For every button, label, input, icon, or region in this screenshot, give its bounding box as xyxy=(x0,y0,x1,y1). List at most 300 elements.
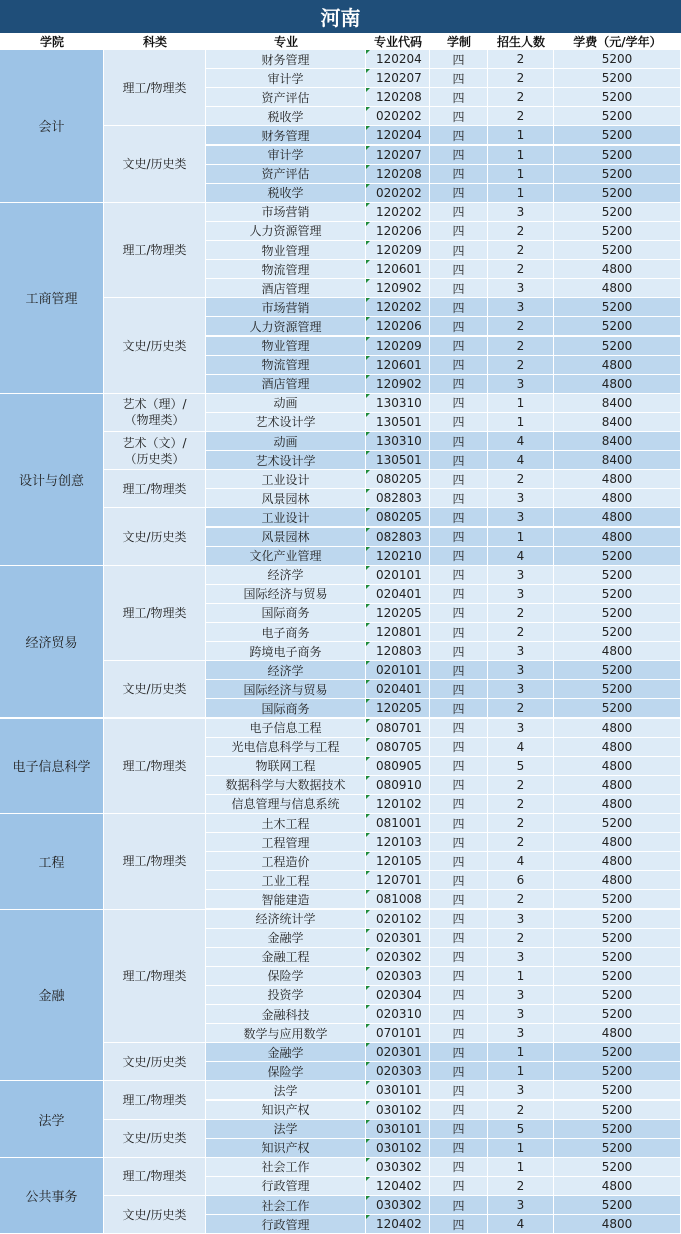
header-major: 专业 xyxy=(206,33,366,50)
major-cell: 工程造价 xyxy=(206,852,366,871)
major-code-cell: 120103 xyxy=(366,833,430,852)
major-cell: 物业管理 xyxy=(206,241,366,260)
major-code-cell: 020401 xyxy=(366,585,430,604)
major-cell: 投资学 xyxy=(206,986,366,1005)
quota-cell: 1 xyxy=(488,165,554,184)
text-number-flag-icon xyxy=(366,317,370,321)
text-number-flag-icon xyxy=(366,795,370,799)
major-code-cell: 070101 xyxy=(366,1024,430,1043)
quota-cell: 2 xyxy=(488,88,554,107)
major-code-cell: 120202 xyxy=(366,203,430,222)
quota-cell: 3 xyxy=(488,910,554,929)
college-cell: 设计与创意 xyxy=(0,394,104,566)
tuition-cell: 4800 xyxy=(554,489,681,508)
tuition-cell: 5200 xyxy=(554,890,681,909)
text-number-flag-icon xyxy=(366,738,370,742)
category-cell: 理工/物理类 xyxy=(104,910,206,1044)
major-cell: 工业设计 xyxy=(206,508,366,527)
major-code-cell: 020401 xyxy=(366,680,430,699)
tuition-cell: 5200 xyxy=(554,1043,681,1062)
quota-cell: 2 xyxy=(488,69,554,88)
major-cell: 工业设计 xyxy=(206,470,366,489)
text-number-flag-icon xyxy=(366,604,370,608)
quota-cell: 3 xyxy=(488,1081,554,1100)
text-number-flag-icon xyxy=(366,107,370,111)
duration-cell: 四 xyxy=(430,795,488,814)
duration-cell: 四 xyxy=(430,165,488,184)
duration-cell: 四 xyxy=(430,413,488,432)
text-number-flag-icon xyxy=(366,967,370,971)
category-cell: 文史/历史类 xyxy=(104,661,206,718)
text-number-flag-icon xyxy=(366,566,370,570)
text-number-flag-icon xyxy=(366,547,370,551)
tuition-cell: 5200 xyxy=(554,69,681,88)
major-code-cell: 030101 xyxy=(366,1081,430,1100)
major-cell: 物联网工程 xyxy=(206,757,366,776)
tuition-cell: 4800 xyxy=(554,260,681,279)
text-number-flag-icon xyxy=(366,948,370,952)
quota-cell: 3 xyxy=(488,489,554,508)
major-code-cell: 130310 xyxy=(366,432,430,451)
quota-cell: 2 xyxy=(488,222,554,241)
tuition-cell: 5200 xyxy=(554,566,681,585)
duration-cell: 四 xyxy=(430,738,488,757)
major-cell: 财务管理 xyxy=(206,126,366,145)
duration-cell: 四 xyxy=(430,814,488,833)
major-code-cell: 120601 xyxy=(366,356,430,375)
tuition-cell: 4800 xyxy=(554,795,681,814)
tuition-cell: 5200 xyxy=(554,126,681,145)
tuition-cell: 5200 xyxy=(554,814,681,833)
tuition-cell: 5200 xyxy=(554,165,681,184)
major-cell: 法学 xyxy=(206,1081,366,1100)
major-code-cell: 020303 xyxy=(366,967,430,986)
page-title: 河南 xyxy=(0,0,681,33)
major-cell: 知识产权 xyxy=(206,1101,366,1120)
major-code-cell: 020310 xyxy=(366,1005,430,1024)
duration-cell: 四 xyxy=(430,222,488,241)
major-cell: 物流管理 xyxy=(206,356,366,375)
category-cell: 理工/物理类 xyxy=(104,203,206,299)
tuition-cell: 5200 xyxy=(554,1158,681,1177)
college-cell: 金融 xyxy=(0,910,104,1082)
major-code-cell: 020301 xyxy=(366,1043,430,1062)
duration-cell: 四 xyxy=(430,184,488,203)
quota-cell: 3 xyxy=(488,566,554,585)
category-label-line: （历史类） xyxy=(124,451,185,466)
major-code-cell: 080205 xyxy=(366,508,430,527)
quota-cell: 2 xyxy=(488,260,554,279)
major-code-cell: 030302 xyxy=(366,1158,430,1177)
major-code-cell: 082803 xyxy=(366,528,430,547)
quota-cell: 3 xyxy=(488,1005,554,1024)
quota-cell: 1 xyxy=(488,528,554,547)
duration-cell: 四 xyxy=(430,298,488,317)
text-number-flag-icon xyxy=(366,623,370,627)
text-number-flag-icon xyxy=(366,814,370,818)
duration-cell: 四 xyxy=(430,1024,488,1043)
tuition-cell: 5200 xyxy=(554,1196,681,1215)
major-cell: 跨境电子商务 xyxy=(206,642,366,661)
major-code-cell: 120902 xyxy=(366,279,430,298)
tuition-cell: 4800 xyxy=(554,852,681,871)
major-code-cell: 020202 xyxy=(366,107,430,126)
major-cell: 国际经济与贸易 xyxy=(206,585,366,604)
major-cell: 工程管理 xyxy=(206,833,366,852)
tuition-cell: 5200 xyxy=(554,222,681,241)
quota-cell: 1 xyxy=(488,1062,554,1081)
category-cell: 理工/物理类 xyxy=(104,1081,206,1119)
text-number-flag-icon xyxy=(366,432,370,436)
tuition-cell: 4800 xyxy=(554,1024,681,1043)
major-cell: 审计学 xyxy=(206,69,366,88)
duration-cell: 四 xyxy=(430,126,488,145)
quota-cell: 1 xyxy=(488,146,554,165)
major-code-cell: 120601 xyxy=(366,260,430,279)
major-code-cell: 130501 xyxy=(366,413,430,432)
major-cell: 保险学 xyxy=(206,967,366,986)
major-code-cell: 030101 xyxy=(366,1120,430,1139)
category-cell: 理工/物理类 xyxy=(104,566,206,662)
major-cell: 动画 xyxy=(206,394,366,413)
text-number-flag-icon xyxy=(366,508,370,512)
major-code-cell: 120204 xyxy=(366,126,430,145)
major-cell: 土木工程 xyxy=(206,814,366,833)
major-code-cell: 120902 xyxy=(366,375,430,394)
quota-cell: 3 xyxy=(488,298,554,317)
category-cell: 文史/历史类 xyxy=(104,508,206,565)
duration-cell: 四 xyxy=(430,1043,488,1062)
text-number-flag-icon xyxy=(366,298,370,302)
duration-cell: 四 xyxy=(430,1177,488,1196)
text-number-flag-icon xyxy=(366,260,370,264)
duration-cell: 四 xyxy=(430,1139,488,1158)
category-cell xyxy=(104,432,206,470)
duration-cell: 四 xyxy=(430,585,488,604)
major-code-cell: 120205 xyxy=(366,699,430,718)
major-code-cell: 020101 xyxy=(366,566,430,585)
tuition-cell: 5200 xyxy=(554,1005,681,1024)
duration-cell: 四 xyxy=(430,680,488,699)
major-code-cell: 020302 xyxy=(366,948,430,967)
tuition-cell: 8400 xyxy=(554,432,681,451)
duration-cell: 四 xyxy=(430,451,488,470)
duration-cell: 四 xyxy=(430,833,488,852)
text-number-flag-icon xyxy=(366,910,370,914)
tuition-cell: 4800 xyxy=(554,871,681,890)
quota-cell: 6 xyxy=(488,871,554,890)
quota-cell: 3 xyxy=(488,986,554,1005)
major-cell: 市场营销 xyxy=(206,203,366,222)
duration-cell: 四 xyxy=(430,699,488,718)
text-number-flag-icon xyxy=(366,126,370,130)
quota-cell: 2 xyxy=(488,814,554,833)
duration-cell: 四 xyxy=(430,890,488,909)
tuition-cell: 5200 xyxy=(554,967,681,986)
tuition-cell: 5200 xyxy=(554,1120,681,1139)
quota-cell: 1 xyxy=(488,1139,554,1158)
quota-cell: 2 xyxy=(488,356,554,375)
category-cell: 理工/物理类 xyxy=(104,1158,206,1196)
major-cell: 资产评估 xyxy=(206,165,366,184)
duration-cell: 四 xyxy=(430,623,488,642)
tuition-cell: 4800 xyxy=(554,508,681,527)
text-number-flag-icon xyxy=(366,203,370,207)
major-cell: 社会工作 xyxy=(206,1196,366,1215)
duration-cell: 四 xyxy=(430,871,488,890)
category-label-line: （物理类） xyxy=(124,413,185,428)
major-code-cell: 120210 xyxy=(366,547,430,566)
header-duration: 学制 xyxy=(430,33,488,50)
quota-cell: 2 xyxy=(488,890,554,909)
text-number-flag-icon xyxy=(366,1043,370,1047)
tuition-cell: 4800 xyxy=(554,738,681,757)
text-number-flag-icon xyxy=(366,929,370,933)
tuition-cell: 8400 xyxy=(554,451,681,470)
text-number-flag-icon xyxy=(366,489,370,493)
tuition-cell: 5200 xyxy=(554,50,681,69)
duration-cell: 四 xyxy=(430,986,488,1005)
text-number-flag-icon xyxy=(366,585,370,589)
tuition-cell: 5200 xyxy=(554,298,681,317)
major-cell: 人力资源管理 xyxy=(206,222,366,241)
major-code-cell: 030102 xyxy=(366,1139,430,1158)
text-number-flag-icon xyxy=(366,852,370,856)
major-cell: 知识产权 xyxy=(206,1139,366,1158)
duration-cell: 四 xyxy=(430,948,488,967)
major-code-cell: 120208 xyxy=(366,165,430,184)
text-number-flag-icon xyxy=(366,394,370,398)
major-cell: 财务管理 xyxy=(206,50,366,69)
major-code-cell: 120206 xyxy=(366,317,430,336)
tuition-cell: 5200 xyxy=(554,910,681,929)
major-cell: 动画 xyxy=(206,432,366,451)
text-number-flag-icon xyxy=(366,890,370,894)
quota-cell: 3 xyxy=(488,680,554,699)
duration-cell: 四 xyxy=(430,1005,488,1024)
quota-cell: 2 xyxy=(488,795,554,814)
major-cell: 资产评估 xyxy=(206,88,366,107)
major-code-cell: 080701 xyxy=(366,719,430,738)
quota-cell: 1 xyxy=(488,184,554,203)
category-cell: 理工/物理类 xyxy=(104,470,206,508)
category-cell: 文史/历史类 xyxy=(104,1043,206,1081)
major-cell: 经济学 xyxy=(206,661,366,680)
duration-cell: 四 xyxy=(430,203,488,222)
quota-cell: 2 xyxy=(488,50,554,69)
quota-cell: 2 xyxy=(488,470,554,489)
major-code-cell: 120102 xyxy=(366,795,430,814)
major-cell: 智能建造 xyxy=(206,890,366,909)
quota-cell: 1 xyxy=(488,1158,554,1177)
major-code-cell: 120105 xyxy=(366,852,430,871)
category-cell: 文史/历史类 xyxy=(104,1120,206,1158)
text-number-flag-icon xyxy=(366,69,370,73)
duration-cell: 四 xyxy=(430,852,488,871)
quota-cell: 2 xyxy=(488,604,554,623)
major-cell: 国际经济与贸易 xyxy=(206,680,366,699)
duration-cell: 四 xyxy=(430,604,488,623)
quota-cell: 5 xyxy=(488,1120,554,1139)
major-code-cell: 120402 xyxy=(366,1215,430,1234)
duration-cell: 四 xyxy=(430,566,488,585)
major-code-cell: 120402 xyxy=(366,1177,430,1196)
major-cell: 物业管理 xyxy=(206,337,366,356)
major-cell: 电子信息工程 xyxy=(206,719,366,738)
text-number-flag-icon xyxy=(366,356,370,360)
major-cell: 税收学 xyxy=(206,107,366,126)
duration-cell: 四 xyxy=(430,1062,488,1081)
major-code-cell: 130310 xyxy=(366,394,430,413)
duration-cell: 四 xyxy=(430,107,488,126)
quota-cell: 3 xyxy=(488,1024,554,1043)
duration-cell: 四 xyxy=(430,508,488,527)
text-number-flag-icon xyxy=(366,1177,370,1181)
category-label-line: 艺术（文）/ xyxy=(122,435,187,450)
duration-cell: 四 xyxy=(430,661,488,680)
text-number-flag-icon xyxy=(366,661,370,665)
quota-cell: 1 xyxy=(488,1043,554,1062)
major-cell: 行政管理 xyxy=(206,1177,366,1196)
duration-cell: 四 xyxy=(430,317,488,336)
quota-cell: 4 xyxy=(488,432,554,451)
text-number-flag-icon xyxy=(366,1196,370,1200)
major-code-cell: 030102 xyxy=(366,1101,430,1120)
quota-cell: 4 xyxy=(488,738,554,757)
quota-cell: 2 xyxy=(488,623,554,642)
major-cell: 市场营销 xyxy=(206,298,366,317)
major-code-cell: 120206 xyxy=(366,222,430,241)
tuition-cell: 5200 xyxy=(554,107,681,126)
tuition-cell: 5200 xyxy=(554,948,681,967)
major-code-cell: 080205 xyxy=(366,470,430,489)
college-cell: 公共事务 xyxy=(0,1158,104,1234)
major-cell: 金融学 xyxy=(206,929,366,948)
text-number-flag-icon xyxy=(366,1024,370,1028)
major-code-cell: 120207 xyxy=(366,69,430,88)
duration-cell: 四 xyxy=(430,1081,488,1100)
major-code-cell: 081008 xyxy=(366,890,430,909)
major-cell: 金融工程 xyxy=(206,948,366,967)
text-number-flag-icon xyxy=(366,986,370,990)
duration-cell: 四 xyxy=(430,967,488,986)
quota-cell: 3 xyxy=(488,279,554,298)
major-code-cell: 020202 xyxy=(366,184,430,203)
major-cell: 金融科技 xyxy=(206,1005,366,1024)
duration-cell: 四 xyxy=(430,719,488,738)
text-number-flag-icon xyxy=(366,1120,370,1124)
major-code-cell: 080910 xyxy=(366,776,430,795)
quota-cell: 4 xyxy=(488,852,554,871)
duration-cell: 四 xyxy=(430,757,488,776)
tuition-cell: 5200 xyxy=(554,623,681,642)
quota-cell: 3 xyxy=(488,203,554,222)
quota-cell: 3 xyxy=(488,661,554,680)
duration-cell: 四 xyxy=(430,1120,488,1139)
tuition-cell: 4800 xyxy=(554,279,681,298)
text-number-flag-icon xyxy=(366,375,370,379)
tuition-cell: 5200 xyxy=(554,699,681,718)
major-code-cell: 120204 xyxy=(366,50,430,69)
major-code-cell: 120801 xyxy=(366,623,430,642)
text-number-flag-icon xyxy=(366,719,370,723)
text-number-flag-icon xyxy=(366,871,370,875)
tuition-cell: 8400 xyxy=(554,394,681,413)
category-cell xyxy=(104,394,206,432)
major-cell: 风景园林 xyxy=(206,528,366,547)
text-number-flag-icon xyxy=(366,1101,370,1105)
duration-cell: 四 xyxy=(430,489,488,508)
major-cell: 酒店管理 xyxy=(206,279,366,298)
text-number-flag-icon xyxy=(366,470,370,474)
major-code-cell: 082803 xyxy=(366,489,430,508)
tuition-cell: 4800 xyxy=(554,1215,681,1234)
tuition-cell: 5200 xyxy=(554,1139,681,1158)
quota-cell: 2 xyxy=(488,1177,554,1196)
tuition-cell: 5200 xyxy=(554,88,681,107)
header-college: 学院 xyxy=(0,33,104,50)
quota-cell: 5 xyxy=(488,757,554,776)
college-cell: 工程 xyxy=(0,814,104,910)
category-cell: 理工/物理类 xyxy=(104,719,206,815)
text-number-flag-icon xyxy=(366,337,370,341)
duration-cell: 四 xyxy=(430,88,488,107)
major-cell: 税收学 xyxy=(206,184,366,203)
major-cell: 经济统计学 xyxy=(206,910,366,929)
tuition-cell: 5200 xyxy=(554,1062,681,1081)
text-number-flag-icon xyxy=(366,222,370,226)
tuition-cell: 4800 xyxy=(554,470,681,489)
duration-cell: 四 xyxy=(430,337,488,356)
quota-cell: 2 xyxy=(488,337,554,356)
text-number-flag-icon xyxy=(366,699,370,703)
quota-cell: 2 xyxy=(488,107,554,126)
major-cell: 物流管理 xyxy=(206,260,366,279)
major-code-cell: 080705 xyxy=(366,738,430,757)
major-cell: 社会工作 xyxy=(206,1158,366,1177)
major-cell: 人力资源管理 xyxy=(206,317,366,336)
text-number-flag-icon xyxy=(366,1062,370,1066)
category-cell: 文史/历史类 xyxy=(104,298,206,394)
major-code-cell: 120209 xyxy=(366,337,430,356)
major-cell: 风景园林 xyxy=(206,489,366,508)
major-code-cell: 020304 xyxy=(366,986,430,1005)
quota-cell: 3 xyxy=(488,719,554,738)
duration-cell: 四 xyxy=(430,69,488,88)
duration-cell: 四 xyxy=(430,1215,488,1234)
major-code-cell: 120205 xyxy=(366,604,430,623)
major-code-cell: 120803 xyxy=(366,642,430,661)
major-code-cell: 020303 xyxy=(366,1062,430,1081)
college-cell: 法学 xyxy=(0,1081,104,1157)
major-cell: 审计学 xyxy=(206,146,366,165)
major-cell: 信息管理与信息系统 xyxy=(206,795,366,814)
category-cell: 理工/物理类 xyxy=(104,50,206,126)
major-cell: 国际商务 xyxy=(206,699,366,718)
major-code-cell: 130501 xyxy=(366,451,430,470)
text-number-flag-icon xyxy=(366,642,370,646)
quota-cell: 2 xyxy=(488,317,554,336)
major-code-cell: 081001 xyxy=(366,814,430,833)
text-number-flag-icon xyxy=(366,1158,370,1162)
major-code-cell: 020102 xyxy=(366,910,430,929)
tuition-cell: 5200 xyxy=(554,203,681,222)
duration-cell: 四 xyxy=(430,776,488,795)
tuition-cell: 5200 xyxy=(554,661,681,680)
text-number-flag-icon xyxy=(366,413,370,417)
tuition-cell: 4800 xyxy=(554,757,681,776)
duration-cell: 四 xyxy=(430,642,488,661)
